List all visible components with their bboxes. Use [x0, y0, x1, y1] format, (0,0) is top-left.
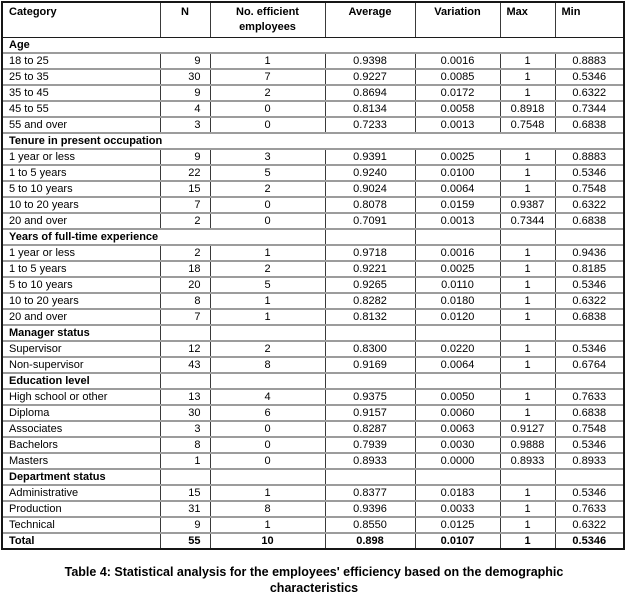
value-cell: 0.0058 [415, 101, 500, 117]
category-cell: 20 and over [3, 213, 160, 229]
value-cell: 1 [500, 85, 555, 101]
total-value-cell: 0.5346 [555, 533, 623, 548]
value-cell: 0 [210, 421, 325, 437]
empty-cell [160, 373, 210, 389]
value-cell: 0.0013 [415, 213, 500, 229]
value-cell: 2 [160, 213, 210, 229]
table-row [3, 341, 623, 357]
value-cell: 0.7939 [325, 437, 415, 453]
category-cell: 10 to 20 years [3, 293, 160, 309]
value-cell: 0.8550 [325, 517, 415, 533]
value-cell: 1 [500, 389, 555, 405]
value-cell: 31 [160, 501, 210, 517]
value-cell: 0.5346 [555, 165, 623, 181]
category-cell: Supervisor [3, 341, 160, 357]
value-cell: 0 [210, 213, 325, 229]
table-row [3, 309, 623, 325]
value-cell: 0.9240 [325, 165, 415, 181]
value-cell: 0.0063 [415, 421, 500, 437]
category-cell: 18 to 25 [3, 53, 160, 69]
value-cell: 1 [210, 309, 325, 325]
table-row [3, 485, 623, 501]
table-row [3, 357, 623, 373]
column-header-variation: Variation [415, 3, 500, 38]
value-cell: 0.6322 [555, 197, 623, 213]
value-cell: 0.0016 [415, 53, 500, 69]
value-cell: 22 [160, 165, 210, 181]
value-cell: 1 [500, 53, 555, 69]
empty-cell [415, 469, 500, 485]
value-cell: 1 [500, 181, 555, 197]
category-cell: 1 to 5 years [3, 261, 160, 277]
value-cell: 1 [160, 453, 210, 469]
value-cell: 2 [210, 181, 325, 197]
empty-cell [325, 373, 415, 389]
category-cell: 1 year or less [3, 245, 160, 261]
section-row-manager-status [3, 325, 623, 341]
value-cell: 0.0000 [415, 453, 500, 469]
category-cell: 5 to 10 years [3, 277, 160, 293]
value-cell: 0.9221 [325, 261, 415, 277]
value-cell: 1 [500, 357, 555, 373]
table-row [3, 213, 623, 229]
value-cell: 0.0016 [415, 245, 500, 261]
value-cell: 8 [210, 501, 325, 517]
value-cell: 0 [210, 101, 325, 117]
value-cell: 0.0064 [415, 357, 500, 373]
category-cell: 35 to 45 [3, 85, 160, 101]
value-cell: 0.0033 [415, 501, 500, 517]
value-cell: 0.9169 [325, 357, 415, 373]
column-header-average: Average [325, 3, 415, 38]
empty-cell [210, 373, 325, 389]
empty-cell [555, 469, 623, 485]
value-cell: 7 [160, 309, 210, 325]
value-cell: 0.8933 [500, 453, 555, 469]
value-cell: 1 [500, 341, 555, 357]
table-caption [1, 564, 626, 596]
empty-cell [415, 325, 500, 341]
category-cell: Associates [3, 421, 160, 437]
value-cell: 3 [160, 421, 210, 437]
table-row [3, 421, 623, 437]
value-cell: 0.6838 [555, 405, 623, 421]
table-row [3, 117, 623, 133]
value-cell: 0.0050 [415, 389, 500, 405]
empty-cell [210, 469, 325, 485]
table-row [3, 437, 623, 453]
value-cell: 0.8883 [555, 53, 623, 69]
value-cell: 0.7233 [325, 117, 415, 133]
table-row [3, 101, 623, 117]
value-cell: 0 [210, 437, 325, 453]
value-cell: 5 [210, 277, 325, 293]
value-cell: 0.6838 [555, 309, 623, 325]
value-cell: 0.8287 [325, 421, 415, 437]
table-row [3, 53, 623, 69]
section-row-education-level [3, 373, 623, 389]
value-cell: 1 [500, 69, 555, 85]
value-cell: 0.9396 [325, 501, 415, 517]
table-row [3, 149, 623, 165]
table-row [3, 85, 623, 101]
value-cell: 20 [160, 277, 210, 293]
table-row [3, 69, 623, 85]
value-cell: 0.5346 [555, 69, 623, 85]
total-row [3, 533, 623, 548]
section-title: Tenure in present occupation [3, 133, 623, 149]
empty-cell [415, 373, 500, 389]
value-cell: 9 [160, 53, 210, 69]
category-cell: Masters [3, 453, 160, 469]
total-value-cell: 1 [500, 533, 555, 548]
empty-cell [325, 229, 415, 245]
value-cell: 0.6764 [555, 357, 623, 373]
empty-cell [160, 325, 210, 341]
empty-cell [555, 229, 623, 245]
value-cell: 1 [500, 309, 555, 325]
value-cell: 0.8933 [555, 453, 623, 469]
empty-cell [325, 325, 415, 341]
column-header-max: Max [500, 3, 555, 38]
category-cell: High school or other [3, 389, 160, 405]
value-cell: 1 [210, 485, 325, 501]
empty-cell [415, 229, 500, 245]
table-caption-text: Table 4: Statistical analysis for the employees' efficiency based on the demographic characteristics [64, 565, 564, 595]
value-cell: 3 [160, 117, 210, 133]
value-cell: 0.0030 [415, 437, 500, 453]
category-cell: 1 to 5 years [3, 165, 160, 181]
value-cell: 0.0172 [415, 85, 500, 101]
column-header-category: Category [3, 3, 160, 38]
category-cell: Technical [3, 517, 160, 533]
value-cell: 1 [500, 501, 555, 517]
value-cell: 30 [160, 69, 210, 85]
table-row [3, 453, 623, 469]
value-cell: 0.7091 [325, 213, 415, 229]
value-cell: 9 [160, 85, 210, 101]
table-row [3, 389, 623, 405]
value-cell: 4 [210, 389, 325, 405]
column-header-no-efficient-employees: No. efficient employees [210, 3, 325, 38]
value-cell: 0.7633 [555, 389, 623, 405]
value-cell: 0.0025 [415, 261, 500, 277]
table-row [3, 501, 623, 517]
value-cell: 1 [500, 277, 555, 293]
total-value-cell: 55 [160, 533, 210, 548]
value-cell: 30 [160, 405, 210, 421]
value-cell: 7 [210, 69, 325, 85]
section-row-age [3, 38, 623, 54]
category-cell: Diploma [3, 405, 160, 421]
value-cell: 0.9387 [500, 197, 555, 213]
value-cell: 0.8132 [325, 309, 415, 325]
table-row [3, 517, 623, 533]
value-cell: 0.6838 [555, 213, 623, 229]
value-cell: 8 [210, 357, 325, 373]
value-cell: 1 [500, 165, 555, 181]
value-cell: 0.0060 [415, 405, 500, 421]
value-cell: 0.7548 [555, 421, 623, 437]
section-row-years-of-full-time-experience [3, 229, 623, 245]
value-cell: 0.0125 [415, 517, 500, 533]
value-cell: 0.6322 [555, 517, 623, 533]
category-cell: 5 to 10 years [3, 181, 160, 197]
value-cell: 0.8883 [555, 149, 623, 165]
value-cell: 0.9127 [500, 421, 555, 437]
table-row [3, 165, 623, 181]
column-header-n: N [160, 3, 210, 38]
value-cell: 0.7548 [500, 117, 555, 133]
category-cell: 1 year or less [3, 149, 160, 165]
section-row-tenure-in-present-occupation [3, 133, 623, 149]
value-cell: 0.9888 [500, 437, 555, 453]
value-cell: 0.6322 [555, 293, 623, 309]
table-row [3, 181, 623, 197]
value-cell: 0.7633 [555, 501, 623, 517]
value-cell: 15 [160, 181, 210, 197]
category-cell: 10 to 20 years [3, 197, 160, 213]
value-cell: 0.6838 [555, 117, 623, 133]
value-cell: 43 [160, 357, 210, 373]
value-cell: 18 [160, 261, 210, 277]
value-cell: 1 [210, 293, 325, 309]
statistics-table [3, 3, 623, 548]
total-value-cell: 0.0107 [415, 533, 500, 548]
value-cell: 1 [500, 245, 555, 261]
value-cell: 0.0100 [415, 165, 500, 181]
value-cell: 0.9718 [325, 245, 415, 261]
value-cell: 0.6322 [555, 85, 623, 101]
empty-cell [500, 229, 555, 245]
section-title: Department status [3, 469, 160, 485]
value-cell: 0.7344 [555, 101, 623, 117]
empty-cell [500, 325, 555, 341]
value-cell: 1 [210, 53, 325, 69]
category-cell: 20 and over [3, 309, 160, 325]
value-cell: 1 [500, 517, 555, 533]
value-cell: 0.5346 [555, 437, 623, 453]
category-cell: Non-supervisor [3, 357, 160, 373]
value-cell: 0.0064 [415, 181, 500, 197]
category-cell: Bachelors [3, 437, 160, 453]
value-cell: 0.9157 [325, 405, 415, 421]
value-cell: 9 [160, 517, 210, 533]
value-cell: 1 [500, 293, 555, 309]
value-cell: 0 [210, 197, 325, 213]
table-row [3, 261, 623, 277]
value-cell: 0.9265 [325, 277, 415, 293]
value-cell: 1 [500, 405, 555, 421]
value-cell: 1 [210, 245, 325, 261]
value-cell: 0.8377 [325, 485, 415, 501]
table-row [3, 405, 623, 421]
value-cell: 2 [210, 341, 325, 357]
value-cell: 1 [500, 149, 555, 165]
empty-cell [325, 469, 415, 485]
column-header-min: Min [555, 3, 623, 38]
empty-cell [500, 469, 555, 485]
section-title: Years of full-time experience [3, 229, 325, 245]
value-cell: 1 [500, 485, 555, 501]
value-cell: 0.8918 [500, 101, 555, 117]
empty-cell [160, 469, 210, 485]
value-cell: 0 [210, 117, 325, 133]
empty-cell [500, 373, 555, 389]
value-cell: 0.9398 [325, 53, 415, 69]
value-cell: 0.8078 [325, 197, 415, 213]
section-row-department-status [3, 469, 623, 485]
value-cell: 0.0013 [415, 117, 500, 133]
value-cell: 0.0085 [415, 69, 500, 85]
value-cell: 0.5346 [555, 485, 623, 501]
value-cell: 1 [500, 261, 555, 277]
value-cell: 0.9024 [325, 181, 415, 197]
category-cell: Administrative [3, 485, 160, 501]
value-cell: 0.8282 [325, 293, 415, 309]
value-cell: 9 [160, 149, 210, 165]
value-cell: 2 [210, 261, 325, 277]
value-cell: 0.0159 [415, 197, 500, 213]
category-cell: 45 to 55 [3, 101, 160, 117]
table-row [3, 197, 623, 213]
value-cell: 0.7548 [555, 181, 623, 197]
total-value-cell: 0.898 [325, 533, 415, 548]
value-cell: 0.9227 [325, 69, 415, 85]
value-cell: 15 [160, 485, 210, 501]
value-cell: 0.8933 [325, 453, 415, 469]
value-cell: 0.9436 [555, 245, 623, 261]
section-title: Age [3, 38, 623, 54]
total-value-cell: 10 [210, 533, 325, 548]
value-cell: 0 [210, 453, 325, 469]
value-cell: 0.0110 [415, 277, 500, 293]
table-row [3, 245, 623, 261]
value-cell: 13 [160, 389, 210, 405]
empty-cell [210, 325, 325, 341]
statistics-table-wrapper [1, 1, 625, 550]
value-cell: 0.9375 [325, 389, 415, 405]
section-title: Manager status [3, 325, 160, 341]
value-cell: 0.0120 [415, 309, 500, 325]
value-cell: 4 [160, 101, 210, 117]
category-cell: 55 and over [3, 117, 160, 133]
value-cell: 0.5346 [555, 341, 623, 357]
table-row [3, 277, 623, 293]
value-cell: 0.8300 [325, 341, 415, 357]
value-cell: 0.8134 [325, 101, 415, 117]
section-title: Education level [3, 373, 160, 389]
category-cell: 25 to 35 [3, 69, 160, 85]
value-cell: 0.5346 [555, 277, 623, 293]
value-cell: 0.0220 [415, 341, 500, 357]
value-cell: 12 [160, 341, 210, 357]
value-cell: 0.0183 [415, 485, 500, 501]
value-cell: 3 [210, 149, 325, 165]
value-cell: 0.0025 [415, 149, 500, 165]
empty-cell [555, 325, 623, 341]
table-row [3, 293, 623, 309]
value-cell: 5 [210, 165, 325, 181]
value-cell: 0.8694 [325, 85, 415, 101]
value-cell: 8 [160, 437, 210, 453]
table-header-row [3, 3, 623, 38]
value-cell: 0.9391 [325, 149, 415, 165]
value-cell: 2 [160, 245, 210, 261]
value-cell: 6 [210, 405, 325, 421]
value-cell: 2 [210, 85, 325, 101]
category-cell: Production [3, 501, 160, 517]
value-cell: 0.7344 [500, 213, 555, 229]
value-cell: 0.8185 [555, 261, 623, 277]
empty-cell [555, 373, 623, 389]
total-label: Total [3, 533, 160, 548]
value-cell: 7 [160, 197, 210, 213]
value-cell: 8 [160, 293, 210, 309]
value-cell: 0.0180 [415, 293, 500, 309]
value-cell: 1 [210, 517, 325, 533]
